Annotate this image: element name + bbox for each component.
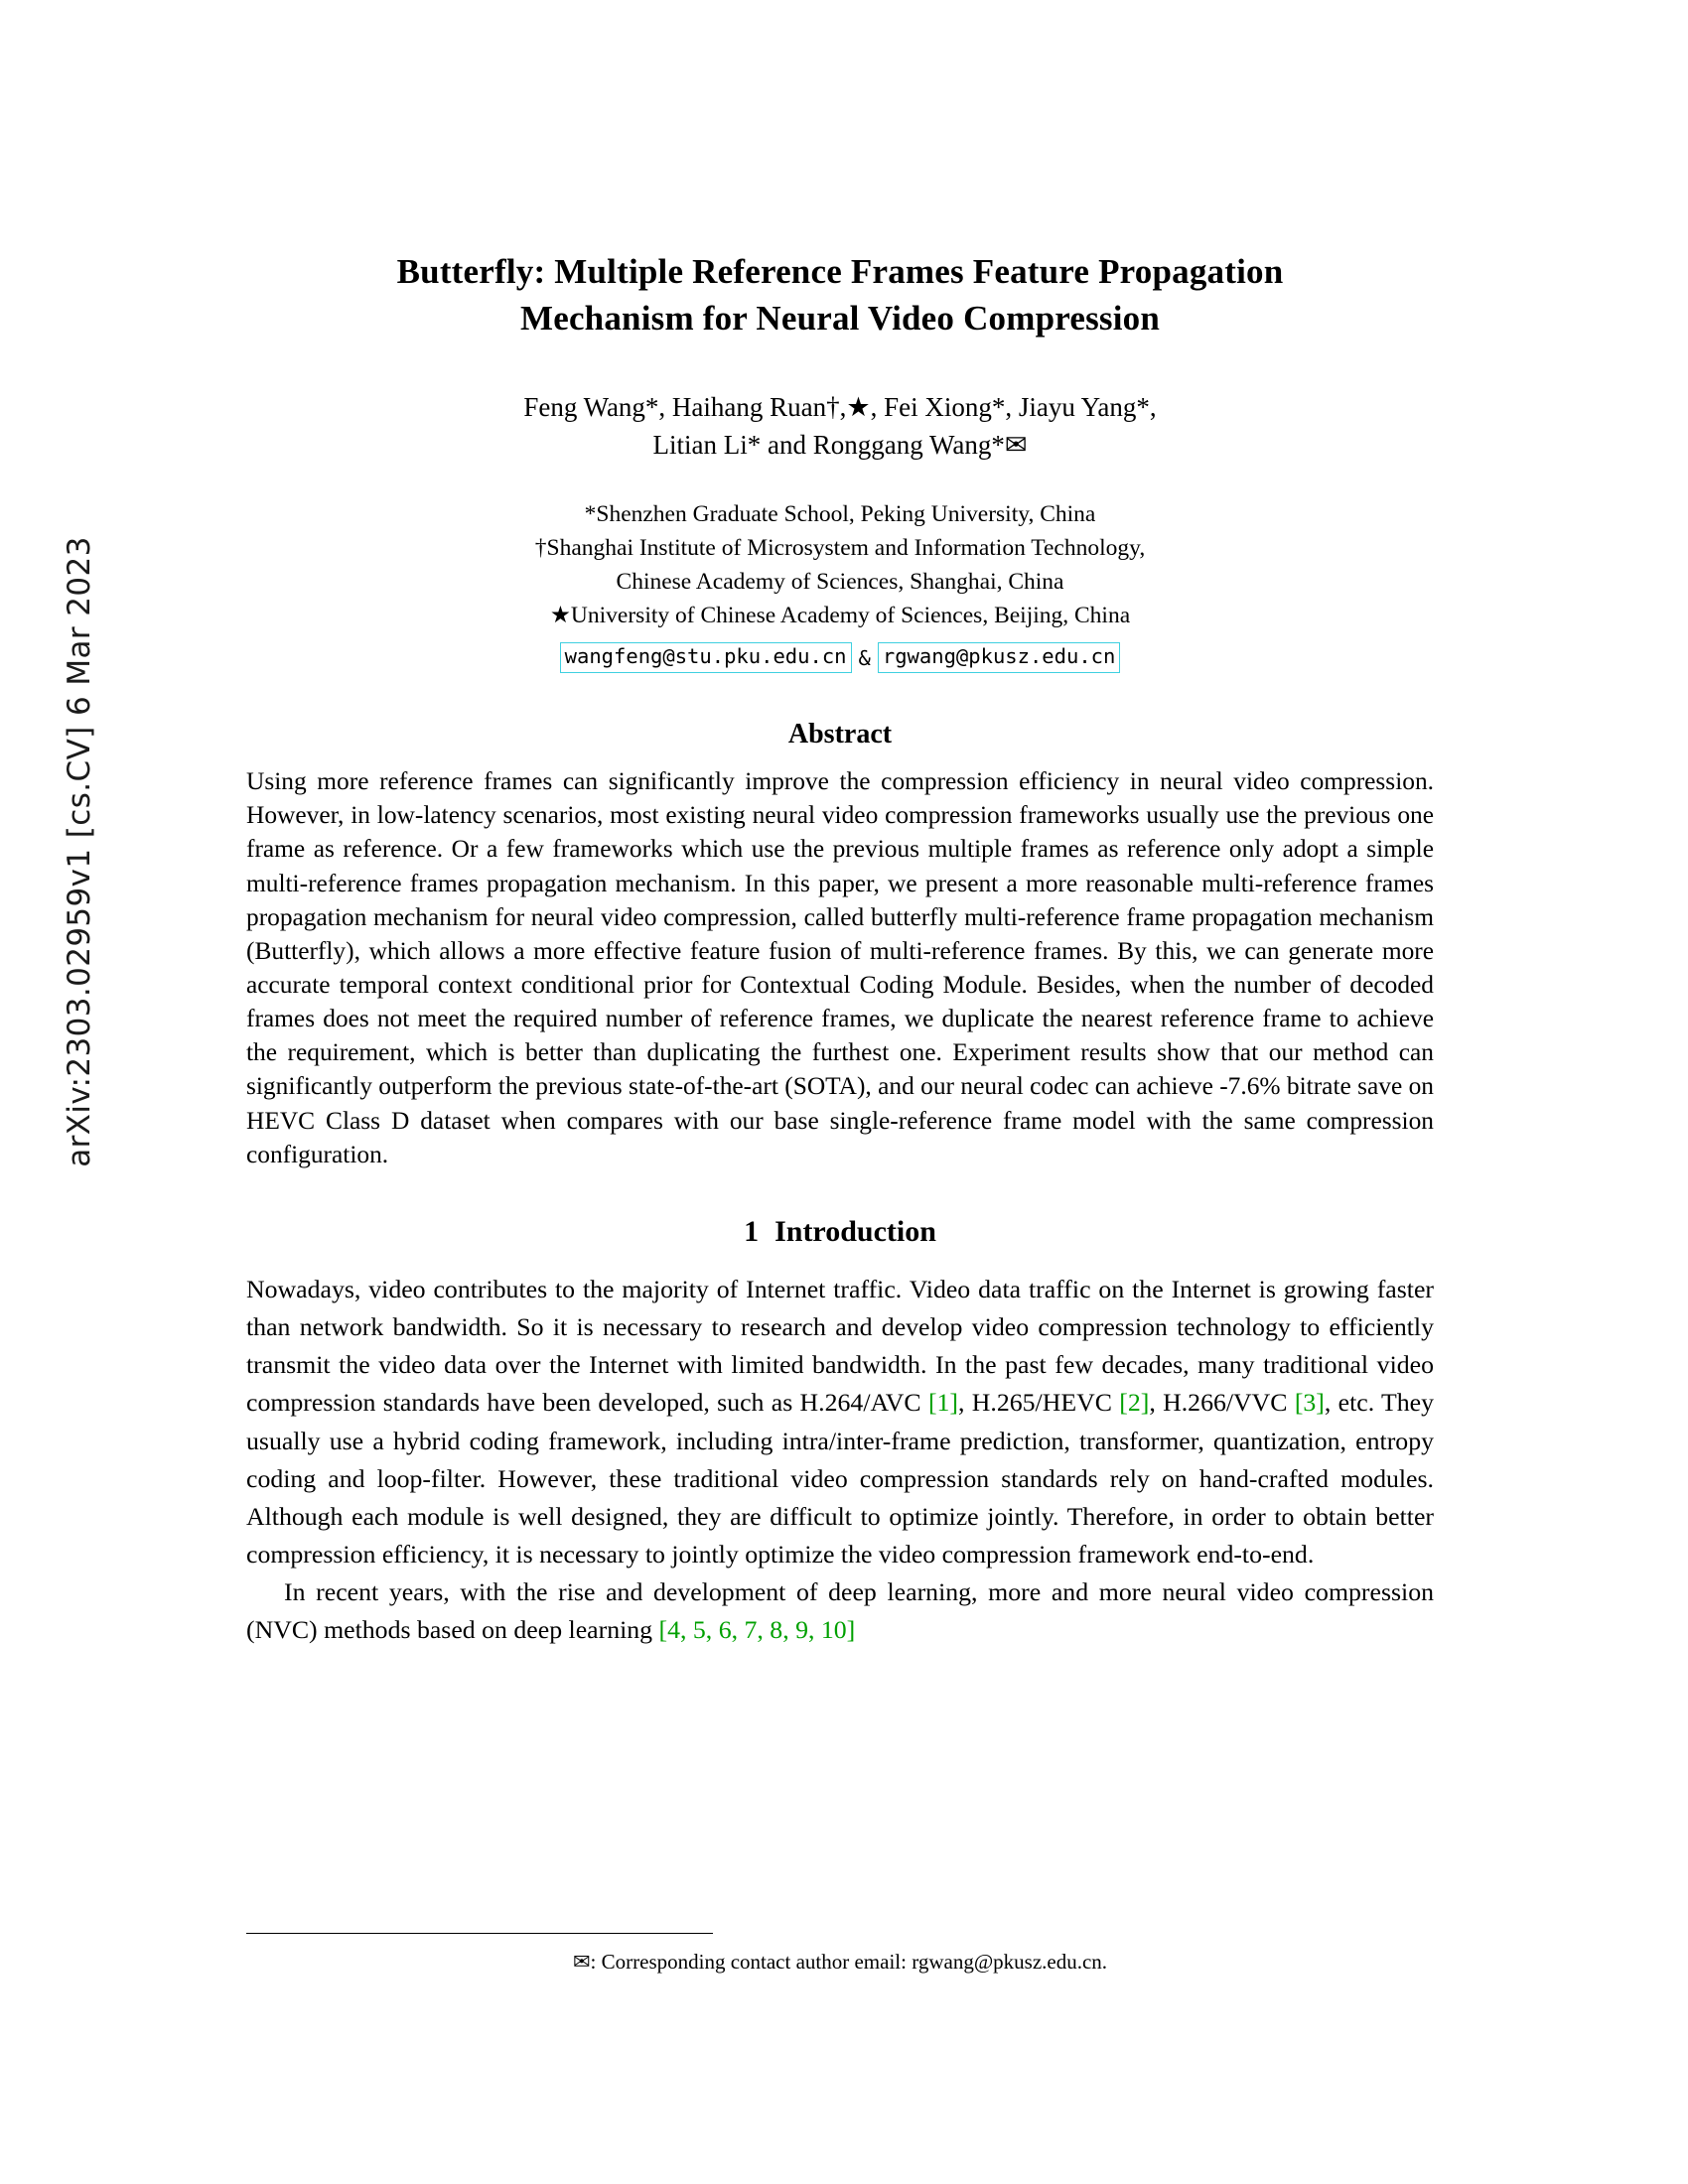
paper-page	[246, 248, 1434, 1650]
par1-text-c: , H.266/VVC	[1149, 1388, 1295, 1418]
par1-text-b: , H.265/HEVC	[958, 1388, 1120, 1418]
arxiv-identifier-stamp: arXiv:2303.02959v1 [cs.CV] 6 Mar 2023	[62, 536, 97, 1167]
email-link-corresponding[interactable]: rgwang@pkusz.edu.cn	[878, 642, 1121, 673]
par2-text-a: In recent years, with the rise and development of deep learning, more and more neural video compression (NVC) methods based on deep learning	[246, 1577, 1434, 1645]
abstract-heading: Abstract	[787, 719, 893, 751]
email-link-primary[interactable]: wangfeng@stu.pku.edu.cn	[560, 642, 852, 673]
author-line-1: Feng Wang*, Haihang Ruan†,★, Fei Xiong*, Jiayu Yang*,	[523, 391, 1157, 422]
email-separator: &	[858, 645, 871, 670]
citation-link-1[interactable]: [1]	[927, 1388, 959, 1418]
affiliation-line-3: Chinese Academy of Sciences, Shanghai, China	[616, 569, 1064, 596]
footnote-text: ✉: Corresponding contact author email: rgwang@pkusz.edu.cn.	[572, 1950, 1108, 1974]
author-line-2: Litian Li* and Ronggang Wang*✉	[652, 429, 1028, 460]
affiliation-line-2: †Shanghai Institute of Microsystem and Information Technology,	[534, 535, 1146, 562]
title-line-1: Butterfly: Multiple Reference Frames Feature Propagation	[396, 252, 1284, 291]
section-title: Introduction	[774, 1214, 936, 1248]
author-list	[246, 388, 1434, 465]
affiliation-block	[246, 497, 1434, 632]
affiliation-line-4: ★University of Chinese Academy of Sciences, Beijing, China	[549, 603, 1131, 629]
page-title	[246, 248, 1434, 342]
affiliation-line-1: *Shenzhen Graduate School, Peking University, China	[584, 501, 1096, 528]
footnote-divider	[246, 1933, 713, 1934]
intro-paragraph-2	[246, 1573, 1434, 1649]
section-number: 1	[744, 1214, 760, 1248]
citation-link-2[interactable]: [2]	[1119, 1388, 1150, 1418]
par1-text-d: , etc. They usually use a hybrid coding framework, including intra/inter-frame prediction, transformer, quantization, entropy coding and loop-filter. However, these traditional video compression standards rely on hand-crafted modules. Although each module is well designed, they are difficult to optimize jointly. Therefore, in order to obtain better compression efficiency, it is necessary to jointly optimize the video compression framework end-to-end.	[246, 1388, 1435, 1570]
email-row	[246, 642, 1434, 673]
section-heading-introduction	[246, 1215, 1434, 1249]
title-line-2: Mechanism for Neural Video Compression	[519, 299, 1161, 339]
citation-link-group[interactable]: [4, 5, 6, 7, 8, 9, 10]	[658, 1615, 856, 1645]
citation-link-3[interactable]: [3]	[1294, 1388, 1325, 1418]
abstract-text: Using more reference frames can significantly improve the compression efficiency in neural video compression. However, in low-latency scenarios, most existing neural video compression frameworks usually use the previous one frame as reference. Or a few frameworks which use the previous multiple frames as reference only adopt a simple multi-reference frames propagation mechanism. In this paper, we present a more reasonable multi-reference frames propagation mechanism for neural video compression, called butterfly multi-reference frame propagation mechanism (Butterfly), which allows a more effective feature fusion of multi-reference frames. By this, we can generate more accurate temporal context conditional prior for Contextual Coding Module. Besides, when the number of decoded frames does not meet the required number of reference frames, we duplicate the nearest reference frame to achieve the requirement, which is better than duplicating the furthest one. Experiment results show that our method can significantly outperform the previous state-of-the-art (SOTA), and our neural codec can achieve -7.6% bitrate save on HEVC Class D dataset when compares with our base single-reference frame model with the same compression configuration.	[246, 767, 1434, 1168]
intro-paragraph-1	[246, 1271, 1434, 1573]
par1-text-a: Nowadays, video contributes to the majority of Internet traffic. Video data traffic on the Internet is growing faster than network bandwidth. So it is necessary to research and develop video compression technology to efficiently transmit the video data over the Internet with limited bandwidth. In the past few decades, many traditional video compression standards have been developed, such as H.264/AVC	[246, 1274, 1434, 1418]
